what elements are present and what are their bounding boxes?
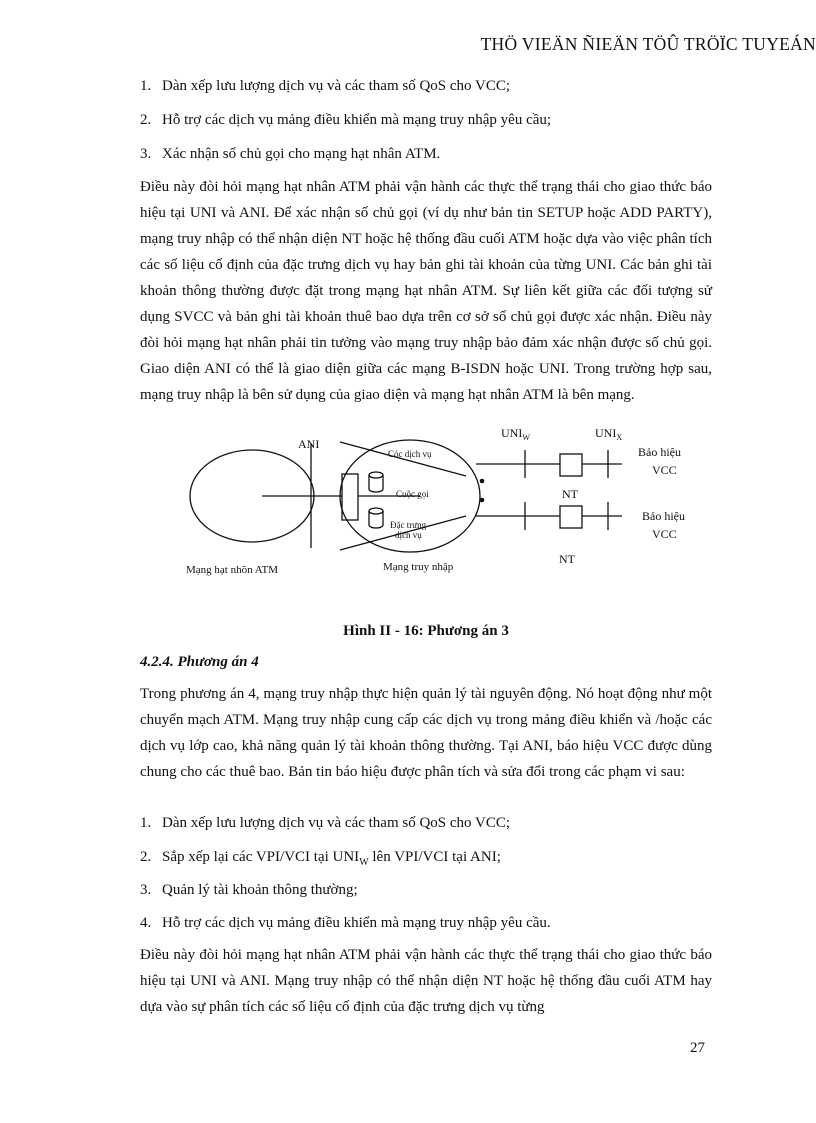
list-item [140,810,510,836]
signal-label: Bảo hiệu [642,509,685,523]
call-label: Cuộc gọi [396,489,429,499]
list-number: 2. [140,112,152,128]
core-network-label: Mạng hạt nhõn ATM [186,564,278,576]
signal-label: Bảo hiệu [638,445,681,459]
access-network-label: Mạng truy nhập [383,561,454,573]
nt-label: NT [559,552,575,566]
list-number: 2. [140,849,152,865]
feature-label: dịch vụ [395,530,422,540]
list-text: Dàn xếp lưu lượng dịch vụ và các tham số QoS cho VCC; [162,78,511,94]
list-item [140,107,551,133]
list-text: Hỗ trợ các dịch vụ mảng điều khiển mà mạng truy nhập yêu cầu; [162,112,552,128]
network-diagram [170,420,730,590]
list-text-subscript: W [359,857,369,868]
paragraph-2: Trong phương án 4, mạng truy nhập thực hiện quản lý tài nguyên động. Nó hoạt động như một chuyển mạch ATM. Mạng truy nhập cung cấp các dịch vụ trong mảng điều khiển và /hoặc các dịch vụ lớp cao, khả năng quản lý tài khoản thông thường. Tại ANI, báo hiệu VCC được dùng chung cho các thuê bao. Bản tin báo hiệu được phân tích và sửa đổi trong các phạm vi sau: [140,686,712,780]
list-number: 3. [140,882,152,898]
paragraph-1: Điều này đòi hỏi mạng hạt nhân ATM phải vận hành các thực thể trạng thái cho giao thức báo hiệu tại UNI và ANI. Để xác nhận số chủ gọi (ví dụ như bản tin SETUP hoặc ADD PARTY), mạng truy nhập có thể nhận diện NT hoặc hệ thống đầu cuối ATM hoặc dựa vào việc phân tích các số liệu cố định của đặc trưng dịch vụ hay bản ghi tài khoản của từng UNI. Các bản ghi tài khoản thông thường được đặt trong mạng hạt nhân ATM. Sự liên kết giữa các đối tượng sử dụng SVCC và bản ghi tài khoản thuê bao dựa trên cơ sở số chủ gọi được xác nhận. Điều này đòi hỏi mạng hạt nhân phải tin tưởng vào mạng truy nhập bảo đảm xác nhận được số chủ gọi. Giao diện ANI có thể là giao diện giữa các mạng B-ISDN hoặc UNI. Trong trường hợp sau, mạng truy nhập là bên sử dụng của giao diện và mạng hạt nhân ATM là bên mạng. [140,179,712,403]
list-text: Quản lý tài khoản thông thường; [162,882,358,898]
list-number: 1. [140,815,152,831]
list-number: 1. [140,78,152,94]
list-text: Xác nhận số chủ gọi cho mạng hạt nhân ATM. [162,146,441,162]
list-number: 4. [140,915,152,931]
nt-box [560,506,582,528]
uni-w-label: $UNI_W$ [501,426,530,442]
list-text: Dàn xếp lưu lượng dịch vụ và các tham số QoS cho VCC; [162,815,511,831]
list-item [140,877,358,903]
list-text: Hỗ trợ các dịch vụ mảng điều khiển mà mạng truy nhập yêu cầu. [162,915,551,931]
signal-label: VCC [652,527,677,541]
page-header: THÖ VIEÄN ÑIEÄN TÖÛ TRÖÏC TUYEÁN [480,34,816,54]
switch-block [342,474,358,520]
database-icon [369,472,383,478]
ani-label: ANI [298,437,320,451]
uni-x-label: $UNI_X$ [595,426,623,442]
list-text: lên VPI/VCI tại ANI; [368,849,501,865]
section-title: 4.2.4. Phương án 4 [140,654,259,670]
page-number: 27 [690,1040,705,1056]
nt-box [560,454,582,476]
list-item [140,73,510,99]
divider-line [340,442,466,476]
dot [480,498,485,503]
nt-label: NT [562,487,578,501]
list-item [140,910,551,936]
database-icon [369,508,383,514]
services-label: Cóc dịch vụ [388,449,432,459]
figure-caption: Hình II - 16: Phương án 3 [343,623,509,639]
list-text: Sắp xếp lại các VPI/VCI tại UNI [162,849,360,865]
list-item [140,844,501,876]
paragraph-3: Điều này đòi hỏi mạng hạt nhân ATM phải vận hành các thực thể trạng thái cho giao thức báo hiệu tại UNI và ANI. Mạng truy nhập có thể nhận diện NT hoặc hệ thống đầu cuối ATM hay dựa vào sự phân tích các số liệu cố định của đặc trưng dịch vụ từng [140,947,712,1015]
dot [480,479,485,484]
list-item [140,141,440,167]
feature-label: Đặc trưng [390,520,427,530]
list-number: 3. [140,146,152,162]
signal-label: VCC [652,463,677,477]
